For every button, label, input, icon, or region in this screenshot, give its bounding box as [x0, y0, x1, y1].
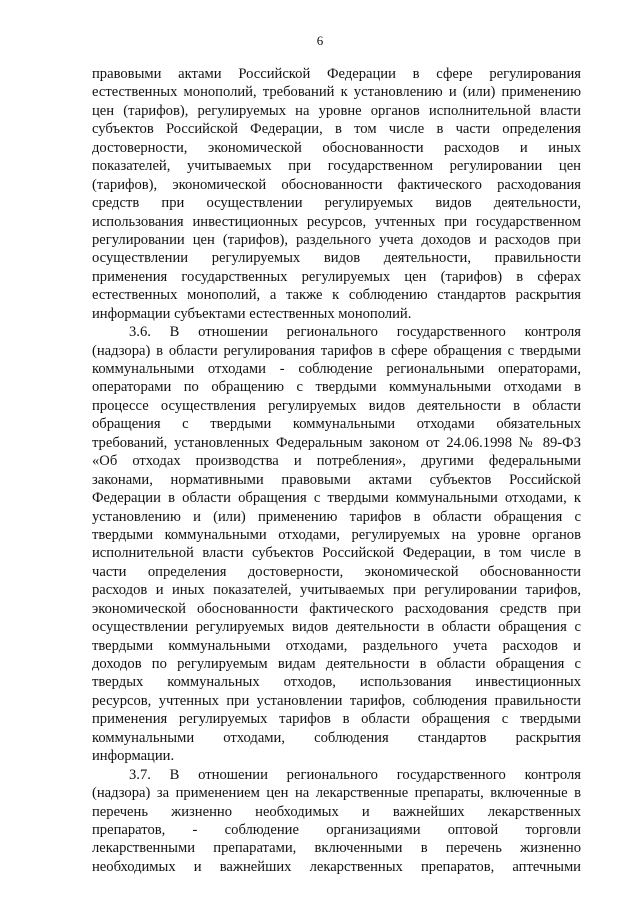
text-line: (надзора) в области регулирования тарифов в сфере обращения с твердыми — [92, 342, 581, 359]
text-line: части определения достоверности, экономической обоснованности — [92, 563, 581, 580]
text-line: показателей, учитываемых при государственном регулировании цен — [92, 158, 581, 175]
text-line: регулировании цен (тарифов), раздельного учета доходов и расходов при — [92, 231, 581, 248]
text-line: операторами по обращению с твердыми коммунальными отходами в — [92, 379, 581, 396]
text-line: доходов по регулируемым видам деятельности в области обращения с — [92, 656, 581, 672]
text-line: (тарифов), экономической обоснованности фактического расходования — [92, 176, 581, 193]
text-line: процессе осуществления регулируемых видов деятельности в области — [92, 397, 581, 414]
text-line: препаратов, - соблюдение организациями оптовой торговли — [92, 821, 581, 838]
text-line: исполнительной власти субъектов Российской Федерации, в том числе в — [92, 545, 581, 562]
text-line: правовыми актами Российской Федерации в сфере регулирования — [92, 66, 581, 82]
text-line: лекарственными препаратами, включенными в перечень жизненно — [92, 840, 581, 857]
text-line: твердых коммунальных отходов, использования инвестиционных — [92, 674, 581, 691]
text-line: цен (тарифов), регулируемых на уровне органов исполнительной власти — [92, 102, 581, 119]
text-line: расходов и иных показателей, учитываемых при регулировании тарифов, — [92, 582, 581, 599]
text-line: Федерации в области обращения с твердыми коммунальными отходами, к — [92, 490, 581, 507]
text-line: коммунальными отходами - соблюдение региональными операторами, — [92, 361, 581, 377]
text-line: законами, нормативными правовыми актами субъектов Российской — [92, 471, 581, 488]
text-line: обращения с твердыми коммунальными отходами обязательных — [92, 416, 581, 433]
text-line: осуществлении регулируемых видов деятельности в области обращения с — [92, 619, 581, 636]
text-line: перечень жизненно необходимых и важнейших лекарственных — [92, 803, 581, 820]
text-line: установлению и (или) применению тарифов в области обращения с — [92, 508, 581, 525]
text-line: требований, установленных Федеральным законом от 24.06.1998 № 89-ФЗ — [92, 434, 581, 451]
text-line: применения государственных регулируемых цен (тарифов) в сферах — [92, 268, 581, 285]
text-line: коммунальными отходами, соблюдения стандартов раскрытия — [92, 729, 581, 746]
paragraph-end-line: информации субъектами естественных монополий. — [92, 305, 412, 322]
text-line: использования инвестиционных ресурсов, учтенных при государственном — [92, 213, 581, 230]
text-line: естественных монополий, а также к соблюдению стандартов раскрытия — [92, 287, 581, 304]
section-3-7-heading-line: 3.7. В отношении регионального государственного контроля — [129, 766, 581, 783]
text-line: средств при осуществлении регулируемых видов деятельности, — [92, 195, 581, 212]
text-line: твердыми коммунальными отходами, раздельного учета расходов и — [92, 637, 581, 654]
text-line: субъектов Российской Федерации, в том числе в части определения — [92, 121, 581, 138]
text-line: экономической обоснованности фактического расходования средств при — [92, 600, 581, 617]
text-line: (надзора) за применением цен на лекарственные препараты, включенные в — [92, 785, 581, 802]
text-line: достоверности, экономической обоснованности расходов и иных — [92, 139, 581, 156]
text-line: твердыми коммунальными отходами, регулируемых на уровне органов — [92, 526, 581, 543]
text-line: применения регулируемых тарифов в области обращения с твердыми — [92, 711, 581, 728]
document-body — [92, 65, 581, 876]
text-line: осуществлении регулируемых видов деятельности, правильности — [92, 250, 581, 267]
text-line: естественных монополий, требований к установлению и (или) применению — [92, 84, 581, 101]
page-number: 6 — [316, 33, 324, 48]
paragraph-end-line: информации. — [92, 748, 175, 765]
text-line: необходимых и важнейших лекарственных препаратов, аптечными — [92, 858, 581, 875]
text-line: ресурсов, учтенных при установлении тарифов, соблюдения правильности — [92, 692, 581, 709]
text-line: «Об отходах производства и потребления», другими федеральными — [92, 453, 581, 470]
section-3-6-heading-line: 3.6. В отношении регионального государственного контроля — [129, 324, 581, 341]
